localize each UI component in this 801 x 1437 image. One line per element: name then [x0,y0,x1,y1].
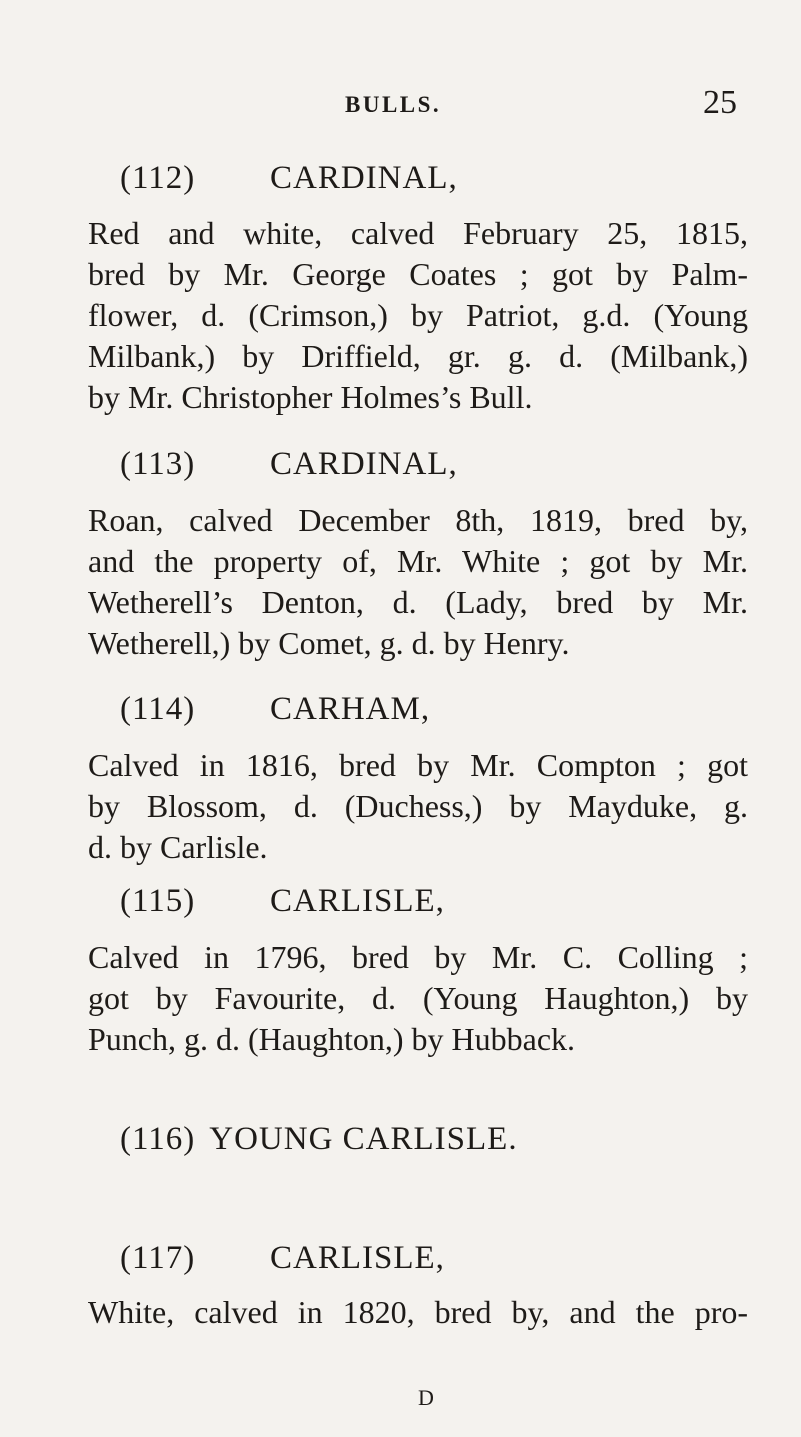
text-line: White, calved in 1820, bred by, and the pro- [88,1294,748,1330]
entry-number: (113) [120,446,196,482]
entry-heading [120,1121,518,1158]
text-line: and the property of, Mr. White ; got by Mr. [88,543,748,579]
entry-number: (116) [120,1121,196,1157]
entry-number: (115) [120,883,196,919]
signature-mark: D [418,1385,435,1410]
text-line: Roan, calved December 8th, 1819, bred by, [88,502,748,538]
text-line: by Blossom, d. (Duchess,) by Mayduke, g. [88,788,748,824]
text-line: Calved in 1816, bred by Mr. Compton ; got [88,747,748,783]
text-line: got by Favourite, d. (Young Haughton,) by [88,980,748,1016]
text-line: d. by Carlisle. [88,829,268,865]
entry-name: CARDINAL, [270,446,458,482]
entry-name: CARLISLE, [270,883,445,919]
entry-heading [120,160,458,197]
entry-name: CARHAM, [270,691,431,727]
running-title: BULLS. [345,92,442,117]
entry-name: YOUNG CARLISLE. [209,1121,518,1157]
text-line: Red and white, calved February 25, 1815, [88,215,748,251]
text-line: Wetherell’s Denton, d. (Lady, bred by Mr. [88,584,748,620]
running-head [0,86,801,126]
text-line: by Mr. Christopher Holmes’s Bull. [88,379,533,415]
entry-heading [120,883,445,920]
text-line: Milbank,) by Driffield, gr. g. d. (Milbank,) [88,338,748,374]
entry-heading [120,446,458,483]
entry-text [88,213,748,418]
entry-heading [120,1240,445,1277]
entry-text [88,745,748,868]
entry-heading [120,691,430,728]
entry-number: (114) [120,691,196,727]
entry-name: CARLISLE, [270,1240,445,1276]
entry-number: (117) [120,1240,196,1276]
entry-text [88,500,748,664]
entry-text [88,1292,748,1333]
entry-name: CARDINAL, [270,160,458,196]
entry-number: (112) [120,160,196,196]
page-number: 25 [703,84,737,121]
text-line: Wetherell,) by Comet, g. d. by Henry. [88,625,570,661]
entry-text [88,937,748,1060]
text-line: flower, d. (Crimson,) by Patriot, g.d. (Young [88,297,748,333]
text-line: bred by Mr. George Coates ; got by Palm- [88,256,748,292]
text-line: Punch, g. d. (Haughton,) by Hubback. [88,1021,576,1057]
text-line: Calved in 1796, bred by Mr. C. Colling ; [88,939,748,975]
